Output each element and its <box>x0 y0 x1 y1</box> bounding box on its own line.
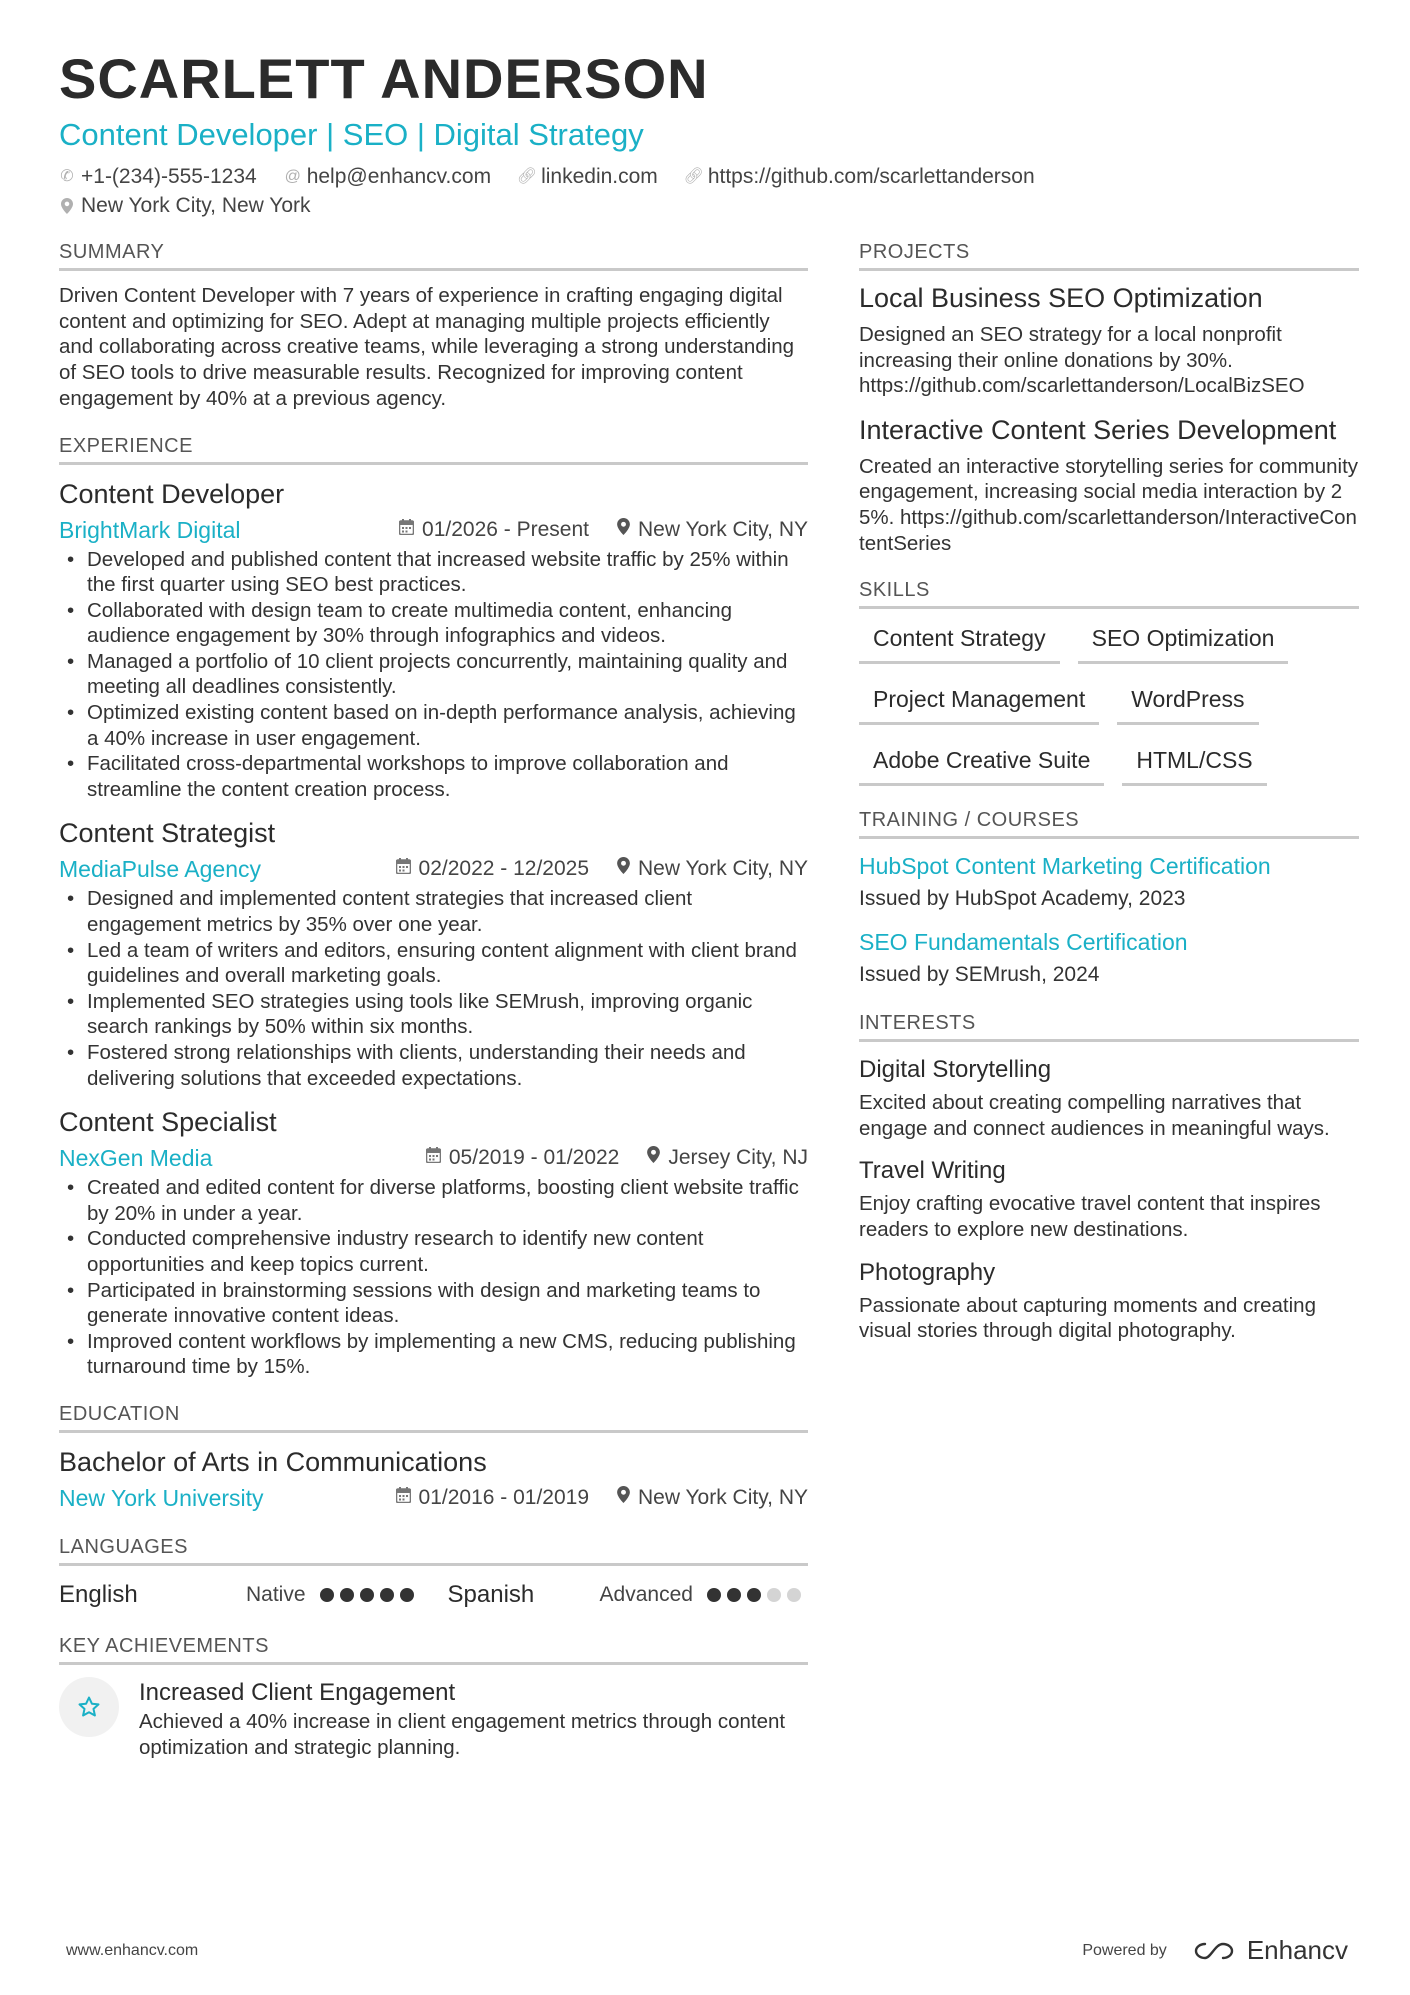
job-meta-right <box>426 1143 808 1173</box>
project-title: Local Business SEO Optimization <box>859 283 1263 313</box>
rating-dot-filled <box>707 1588 721 1602</box>
language-level: Advanced <box>599 1582 693 1606</box>
skill-tag: Content Strategy <box>859 621 1060 664</box>
skills-list <box>859 621 1359 786</box>
linkedin-text[interactable]: linkedin.com <box>541 165 658 188</box>
interest-desc: Passionate about capturing moments and creating visual stories through digital photography. <box>859 1293 1316 1343</box>
page-footer <box>66 1935 1348 1966</box>
contact-row <box>59 162 1359 191</box>
skill-tag: HTML/CSS <box>1122 743 1266 786</box>
job-bullets <box>59 1175 808 1380</box>
rating-dot-filled <box>360 1588 374 1602</box>
course-issuer: Issued by SEMrush, 2024 <box>859 963 1100 987</box>
bullet-item: • Implemented SEO strategies using tools like SEMrush, improving organic search rankings by 50% within six months. <box>59 989 808 1040</box>
language-rating <box>707 1588 801 1602</box>
course-entry <box>859 927 1359 989</box>
section-heading: EDUCATION <box>59 1402 808 1433</box>
languages-row <box>59 1578 808 1612</box>
bullet-item: • Managed a portfolio of 10 client projects concurrently, maintaining quality and meeting all deadlines consistently. <box>59 649 808 700</box>
course-title: SEO Fundamentals Certification <box>859 929 1188 956</box>
rating-dot-filled <box>727 1588 741 1602</box>
interest-title: Photography <box>859 1258 996 1286</box>
github-contact[interactable] <box>683 162 1035 191</box>
left-column <box>59 240 808 1782</box>
location-pin-icon <box>59 198 75 214</box>
rating-dot-filled <box>747 1588 761 1602</box>
right-column <box>859 240 1359 1366</box>
job-meta <box>59 854 808 884</box>
brand-name: Enhancv <box>1246 1935 1348 1965</box>
powered-by-text: Powered by <box>1082 1941 1167 1959</box>
location-pin-icon <box>617 515 630 545</box>
phone-text: +1-(234)-555-1234 <box>81 165 257 188</box>
job-title: Content Strategist <box>59 818 276 849</box>
section-heading: EXPERIENCE <box>59 434 808 465</box>
job-location-text: New York City, NY <box>638 857 808 881</box>
calendar-icon <box>399 515 414 545</box>
bullet-item: • Optimized existing content based on in-depth performance analysis, achieving a 40% increase in user engagement. <box>59 700 808 751</box>
job-meta-right <box>396 854 808 884</box>
skill-tag: Adobe Creative Suite <box>859 743 1104 786</box>
skill-tag: SEO Optimization <box>1078 621 1289 664</box>
job-dates <box>399 515 589 545</box>
location-pin-icon <box>617 1483 630 1513</box>
rating-dot-filled <box>340 1588 354 1602</box>
rating-dot-filled <box>400 1588 414 1602</box>
skills-section <box>859 578 1359 786</box>
bullet-item: • Fostered strong relationships with clients, understanding their needs and delivering solutions that exceeded expectations. <box>59 1040 808 1091</box>
bullet-item: • Participated in brainstorming sessions with design and marketing teams to generate innovative content ideas. <box>59 1278 808 1329</box>
education-location-text: New York City, NY <box>638 1485 808 1509</box>
achievement-content <box>139 1677 808 1760</box>
job-meta <box>59 515 808 545</box>
interest-title: Travel Writing <box>859 1157 1006 1185</box>
job-dates-text: 02/2022 - 12/2025 <box>418 857 589 881</box>
company-name: MediaPulse Agency <box>59 856 262 883</box>
link-icon: 🔗︎ <box>516 168 538 185</box>
language-name: English <box>59 1580 138 1608</box>
course-title: HubSpot Content Marketing Certification <box>859 853 1271 880</box>
at-icon: @ <box>284 168 301 185</box>
bullet-item: • Facilitated cross-departmental workshops to improve collaboration and streamline the content creation process. <box>59 751 808 802</box>
job-location <box>647 1143 808 1173</box>
footer-website[interactable]: www.enhancv.com <box>66 1941 199 1959</box>
job-entry <box>59 816 808 1091</box>
location-pin-icon <box>617 854 630 884</box>
achievement-item <box>59 1677 808 1760</box>
school-name: New York University <box>59 1484 264 1511</box>
bullet-item: • Collaborated with design team to create multimedia content, enhancing audience engagement by 30% through infographics and videos. <box>59 598 808 649</box>
interest-desc: Enjoy crafting evocative travel content that inspires readers to explore new destinations. <box>859 1192 1321 1241</box>
phone-contact <box>59 162 257 191</box>
section-heading: LANGUAGES <box>59 1535 808 1566</box>
job-location <box>617 515 808 545</box>
job-dates <box>426 1143 619 1173</box>
education-section <box>59 1402 808 1513</box>
job-entry <box>59 1105 808 1380</box>
calendar-icon <box>396 854 411 884</box>
experience-section <box>59 434 808 1380</box>
company-name: NexGen Media <box>59 1145 213 1172</box>
job-bullets <box>59 547 808 803</box>
project-title: Interactive Content Series Development <box>859 414 1337 445</box>
email-text[interactable]: help@enhancv.com <box>306 165 492 188</box>
section-heading: PROJECTS <box>859 240 1359 271</box>
contact-info <box>59 162 1359 220</box>
language-name: Spanish <box>447 1580 535 1608</box>
job-meta-right <box>399 515 808 545</box>
section-heading: SUMMARY <box>59 240 808 271</box>
email-contact[interactable] <box>285 162 491 191</box>
interests-section <box>859 1011 1359 1344</box>
bullet-item: • Improved content workflows by implementing a new CMS, reducing publishing turnaround time by 15%. <box>59 1329 808 1380</box>
section-heading: INTERESTS <box>859 1011 1359 1042</box>
candidate-title: Content Developer | SEO | Digital Strategy <box>59 117 644 152</box>
education-location <box>617 1483 808 1513</box>
project-entry <box>859 283 1359 399</box>
achievements-section <box>59 1634 808 1760</box>
interest-title: Digital Storytelling <box>859 1056 1052 1084</box>
section-heading: TRAINING / COURSES <box>859 808 1359 839</box>
education-meta-right <box>396 1483 808 1513</box>
company-name: BrightMark Digital <box>59 516 241 543</box>
language-rating <box>320 1588 414 1602</box>
languages-section <box>59 1535 808 1612</box>
course-entry <box>859 851 1359 913</box>
enhancv-logo[interactable] <box>1191 1935 1348 1966</box>
calendar-icon <box>396 1483 411 1513</box>
job-title: Content Developer <box>59 478 285 509</box>
summary-text: Driven Content Developer with 7 years of experience in crafting engaging digital content and optimizing for SEO. Adept at managing multiple projects efficiently and collaborating across creative teams, while leveraging a strong understanding of SEO tools to drive measurable results. Recognized for improving content engagement by 40% at a previous agency. <box>59 284 795 410</box>
link-icon: 🔗︎ <box>683 168 704 185</box>
bullet-item: • Developed and published content that increased website traffic by 25% within the first quarter using SEO best practices. <box>59 547 808 598</box>
achievement-title: Increased Client Engagement <box>139 1678 456 1706</box>
training-section <box>859 808 1359 989</box>
job-location <box>617 854 808 884</box>
job-title: Content Specialist <box>59 1107 277 1138</box>
summary-section <box>59 240 808 412</box>
location-pin-icon <box>647 1143 660 1173</box>
star-icon <box>59 1677 119 1737</box>
education-dates <box>396 1483 589 1513</box>
achievement-desc: Achieved a 40% increase in client engagement metrics through content optimization and strategic planning. <box>139 1709 786 1759</box>
job-entry <box>59 477 808 803</box>
job-dates-text: 01/2026 - Present <box>422 517 589 541</box>
section-heading: SKILLS <box>859 578 1359 609</box>
language-level: Native <box>246 1582 306 1606</box>
bullet-item: • Designed and implemented content strategies that increased client engagement metrics by 35% over one year. <box>59 886 808 937</box>
job-location-text: Jersey City, NJ <box>668 1146 808 1170</box>
education-dates-text: 01/2016 - 01/2019 <box>418 1485 589 1509</box>
job-bullets <box>59 886 808 1091</box>
bullet-item: • Conducted comprehensive industry research to identify new content opportunities and keep topics current. <box>59 1226 808 1277</box>
section-heading: KEY ACHIEVEMENTS <box>59 1634 808 1665</box>
interest-entry <box>859 1155 1359 1242</box>
project-desc: Created an interactive storytelling series for community engagement, increasing social media interaction by 25%. https://github.com/scarlettanderson/InteractiveContentSeries <box>859 454 1359 555</box>
education-meta <box>59 1483 808 1513</box>
bullet-item: • Created and edited content for diverse platforms, boosting client website traffic by 20% in under a year. <box>59 1175 808 1226</box>
location-contact <box>59 191 311 220</box>
calendar-icon <box>426 1143 441 1173</box>
location-text: New York City, New York <box>81 194 311 217</box>
interest-entry <box>859 1257 1359 1344</box>
interest-entry <box>859 1054 1359 1141</box>
rating-dot-filled <box>380 1588 394 1602</box>
linkedin-contact[interactable] <box>516 162 658 191</box>
job-location-text: New York City, NY <box>638 517 808 541</box>
project-desc: Designed an SEO strategy for a local nonprofit increasing their online donations by 30%. https://github.com/scarlettanderson/LocalBizSEO <box>859 323 1305 398</box>
resume-header <box>59 46 1359 220</box>
bullet-item: • Led a team of writers and editors, ensuring content alignment with client brand guidelines and overall marketing goals. <box>59 938 808 989</box>
degree-title: Bachelor of Arts in Communications <box>59 1446 487 1477</box>
rating-dot-filled <box>320 1588 334 1602</box>
footer-brand <box>1082 1935 1348 1966</box>
course-issuer: Issued by HubSpot Academy, 2023 <box>859 887 1186 911</box>
project-entry <box>859 415 1359 556</box>
contact-row <box>59 191 1359 220</box>
rating-dot-empty <box>767 1588 781 1602</box>
skill-tag: Project Management <box>859 682 1099 725</box>
projects-section <box>859 240 1359 556</box>
enhancv-logo-icon <box>1191 1939 1237 1963</box>
phone-icon: ✆ <box>60 168 74 185</box>
rating-dot-empty <box>787 1588 801 1602</box>
job-meta <box>59 1143 808 1173</box>
job-dates-text: 05/2019 - 01/2022 <box>448 1146 620 1170</box>
job-dates <box>396 854 589 884</box>
candidate-name: SCARLETT ANDERSON <box>59 47 709 110</box>
github-text[interactable]: https://github.com/scarlettanderson <box>707 165 1035 188</box>
skill-tag: WordPress <box>1117 682 1258 725</box>
interest-desc: Excited about creating compelling narratives that engage and connect audiences in meaningful ways. <box>859 1091 1330 1140</box>
